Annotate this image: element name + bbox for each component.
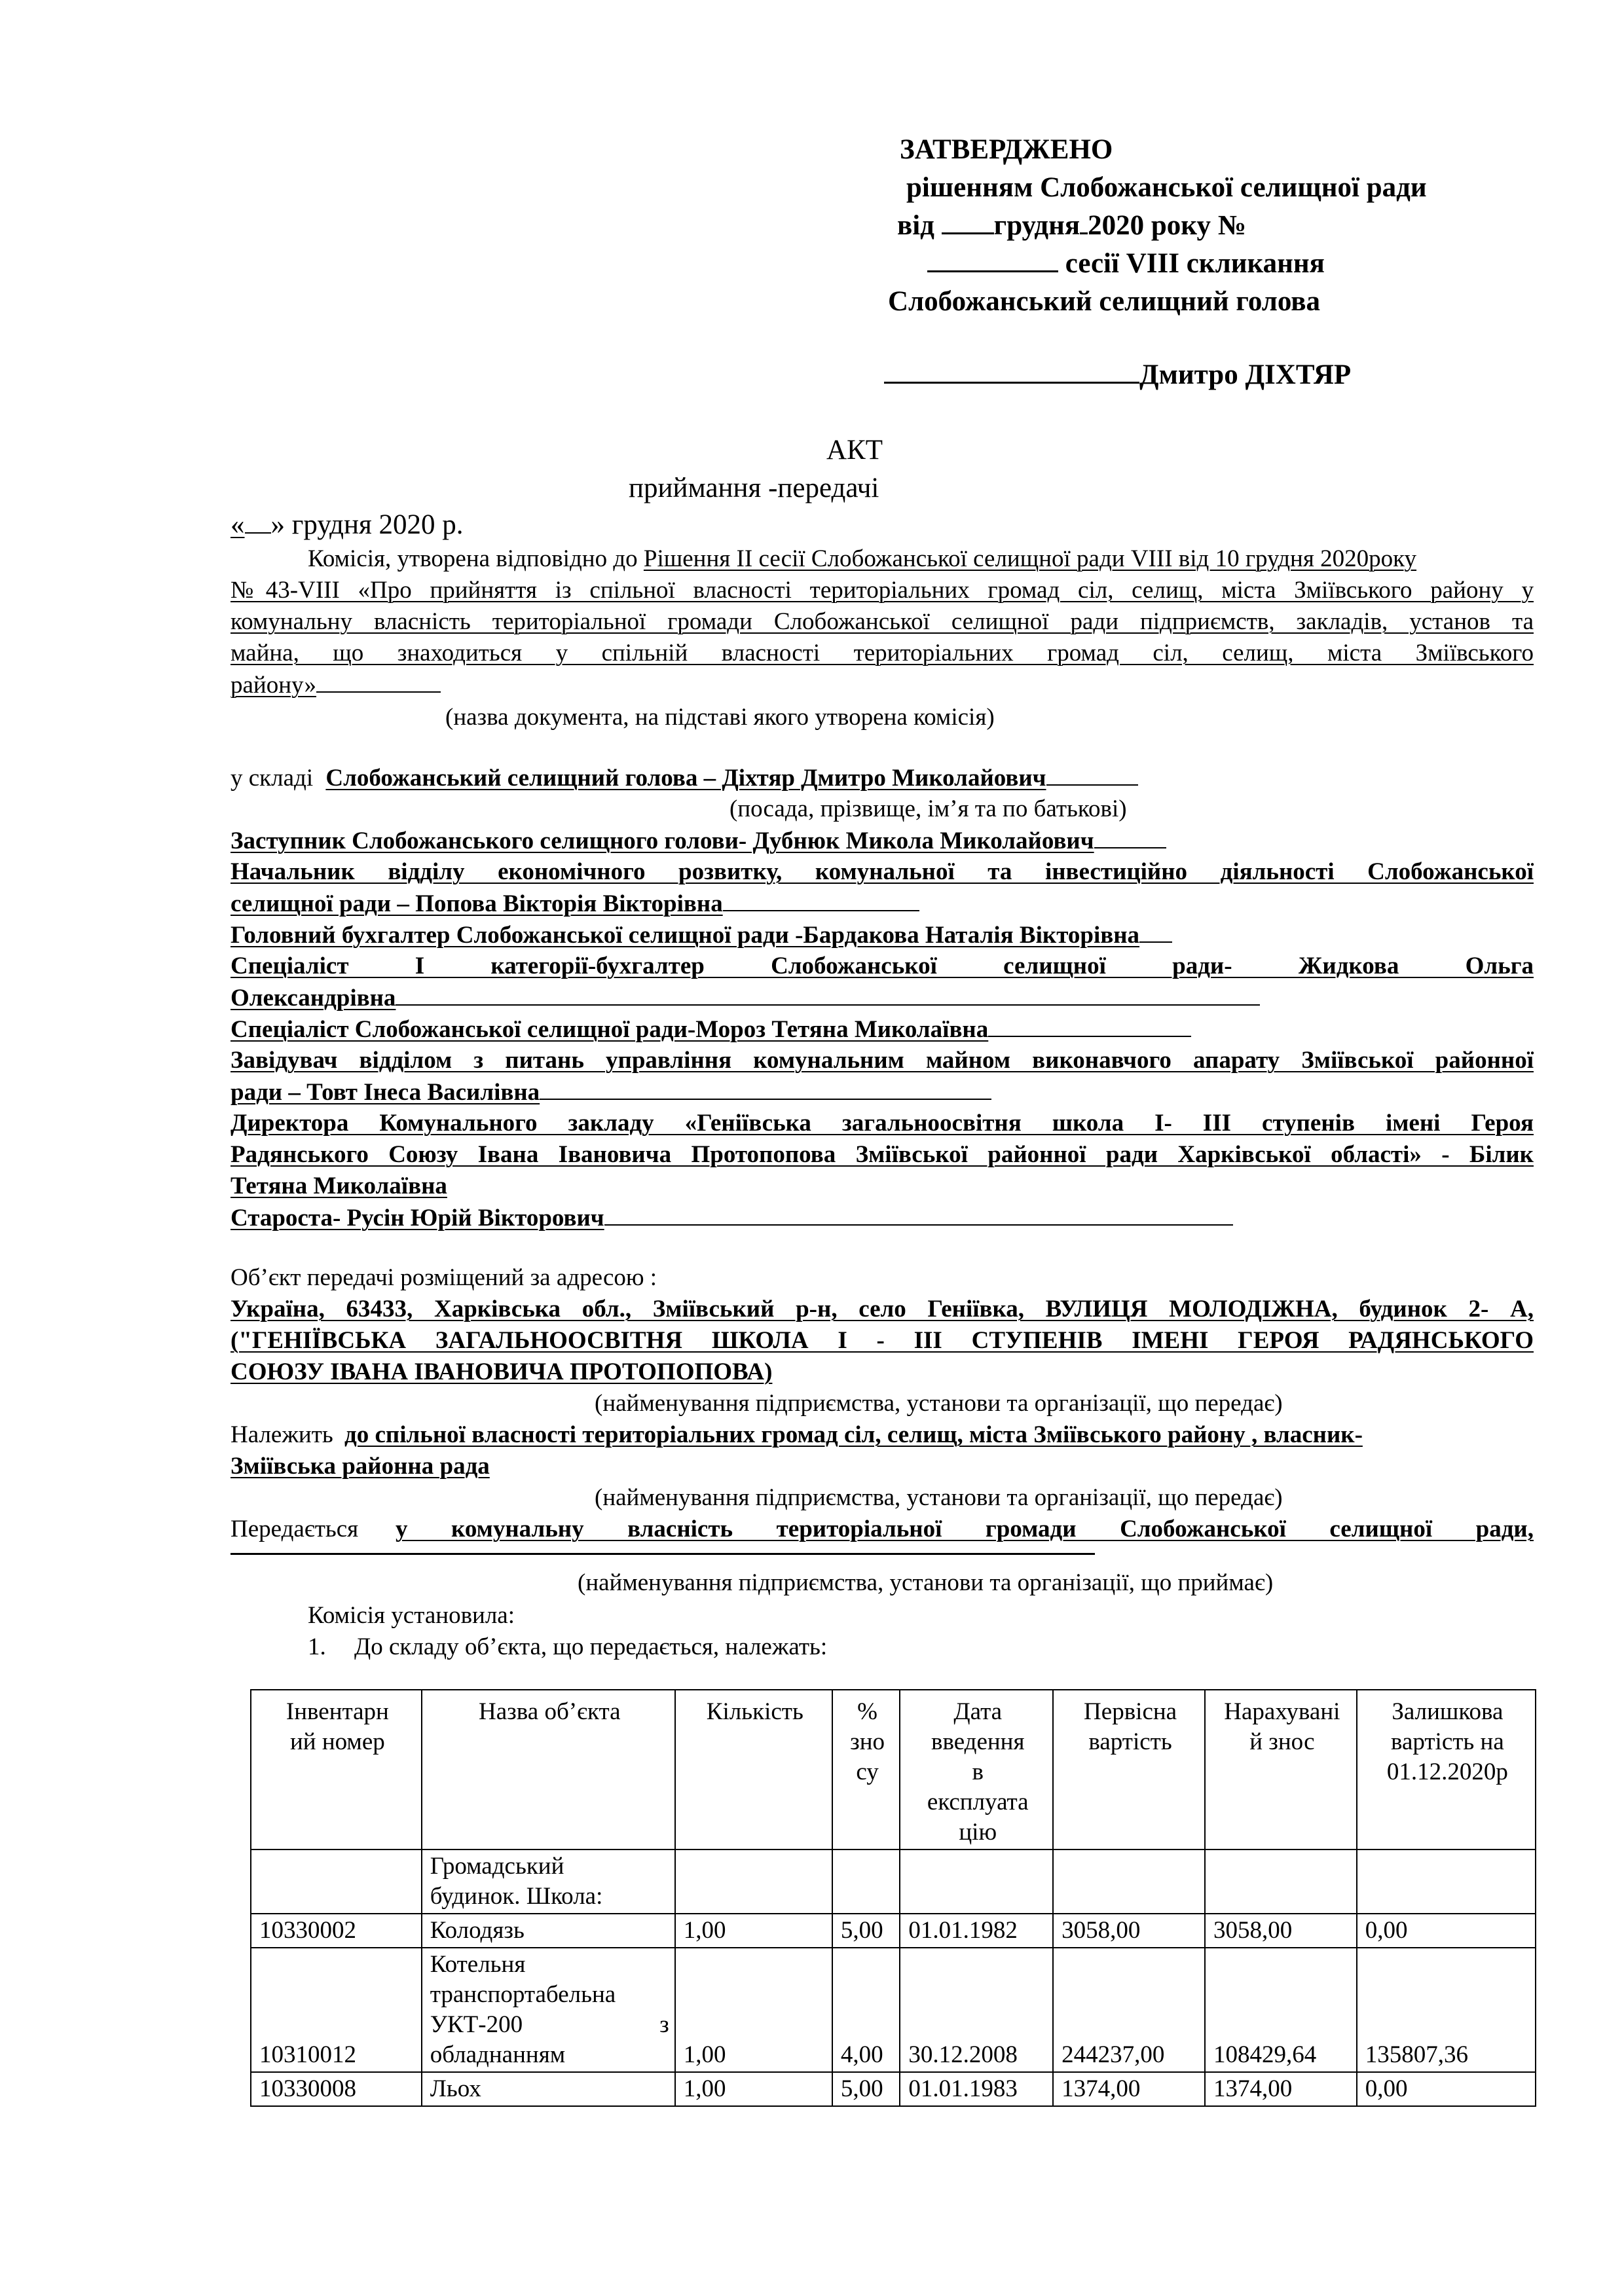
member-3 bbox=[231, 919, 1172, 951]
member-7-line-3: Тетяна Миколаївна bbox=[231, 1173, 447, 1199]
cell-object-name: Колодязь bbox=[422, 1914, 675, 1948]
approval-position: Слобожанський селищний голова bbox=[888, 286, 1321, 317]
composition-note: (посада, прізвище, ім’я та по батькові) bbox=[729, 795, 1127, 822]
cell-date: 30.12.2008 bbox=[900, 1948, 1053, 2072]
group-cell bbox=[1205, 1850, 1357, 1914]
member-4-blank bbox=[396, 982, 1260, 1006]
group-cell bbox=[675, 1850, 832, 1914]
act-date-rest: » грудня 2020 р. bbox=[270, 509, 464, 540]
composition-head: Слобожанський селищний голова – Діхтяр Дмитро Миколайович bbox=[325, 765, 1046, 792]
approval-date-line bbox=[897, 207, 1246, 245]
member-2-line-2 bbox=[231, 888, 919, 920]
approval-session-blank[interactable] bbox=[927, 248, 1058, 272]
basis-line-1 bbox=[308, 543, 1416, 575]
cell-initial-cost: 244237,00 bbox=[1053, 1948, 1205, 2072]
object-note-3: (найменування підприємства, установи та організації, що приймає) bbox=[578, 1569, 1274, 1596]
cell-residual-value: 0,00 bbox=[1357, 1914, 1536, 1948]
belongs-line-1 bbox=[231, 1419, 1534, 1451]
cell-accrued-depreciation: 1374,00 bbox=[1205, 2072, 1357, 2106]
member-6-name: ради – Товт Інеса Василівна bbox=[231, 1079, 540, 1106]
basis-line-5 bbox=[231, 669, 441, 701]
member-1-text: Заступник Слобожанського селищного голови- Дубнюк Микола Миколайович bbox=[231, 828, 1094, 854]
approval-day-blank[interactable] bbox=[942, 210, 994, 234]
composition-lead: у складі bbox=[231, 765, 314, 792]
cell-date: 01.01.1982 bbox=[900, 1914, 1053, 1948]
member-5-blank bbox=[988, 1013, 1191, 1037]
approval-session-line bbox=[927, 245, 1325, 283]
cell-residual-value: 135807,36 bbox=[1357, 1948, 1536, 2072]
table-row bbox=[251, 2072, 1536, 2106]
header-quantity: Кількість bbox=[675, 1690, 832, 1850]
header-residual-value: Залишкова вартість на 01.12.2020р bbox=[1357, 1690, 1536, 1850]
member-7-line-2: Радянського Союзу Івана Івановича Протопопова Зміївської районної ради Харківської області» - Білик bbox=[231, 1141, 1534, 1168]
basis-decision: Рішення ІІ сесії Слобожанської селищної ради VІІІ від 10 грудня 2020року bbox=[643, 545, 1417, 572]
member-2-name: селищної ради – Попова Вікторія Вікторівна bbox=[231, 890, 723, 917]
member-5-text: Спеціаліст Слобожанської селищної ради-Мороз Тетяна Миколаївна bbox=[231, 1016, 989, 1043]
object-address-1: Україна, 63433, Харківська обл., Зміївський р-н, село Геніївка, ВУЛИЦЯ МОЛОДІЖНА, будинок 2- А, bbox=[231, 1296, 1534, 1322]
object-address-3: СОЮЗУ ІВАНА ІВАНОВИЧА ПРОТОПОПОВА) bbox=[231, 1358, 773, 1385]
cell-inventory-number: 10330008 bbox=[251, 2072, 422, 2106]
act-title: АКТ bbox=[826, 435, 883, 465]
cell-accrued-depreciation: 3058,00 bbox=[1205, 1914, 1357, 1948]
member-4-line-2 bbox=[231, 982, 1260, 1014]
member-3-text: Головний бухгалтер Слобожанської селищної ради -Бардакова Наталія Вікторівна bbox=[231, 922, 1140, 949]
member-8-text: Староста- Русін Юрій Вікторович bbox=[231, 1205, 604, 1231]
inventory-table bbox=[250, 1689, 1536, 2107]
group-cell bbox=[1053, 1850, 1205, 1914]
header-inventory-number: Інвентарн ий номер bbox=[251, 1690, 422, 1850]
composition-head-line bbox=[231, 762, 1138, 794]
member-8 bbox=[231, 1202, 1233, 1234]
cell-object-name: Котельня транспортабельна УКТ-200 з обладнанням bbox=[422, 1948, 675, 2072]
transfer-blank-line bbox=[231, 1553, 1095, 1555]
group-cell bbox=[900, 1850, 1053, 1914]
member-4-line-1: Спеціаліст І категорії-бухгалтер Слобожанської селищної ради- Жидкова Ольга bbox=[231, 953, 1534, 979]
act-date-open: « bbox=[231, 509, 245, 540]
basis-lead: Комісія, утворена відповідно до bbox=[308, 545, 638, 572]
belongs-text: до спільної власності територіальних громад сіл, селищ, міста Зміївського району , власник- bbox=[344, 1421, 1363, 1448]
basis-line-4: майна, що знаходиться у спільній власності територіальних громад сіл, селищ, міста Зміївського bbox=[231, 640, 1534, 666]
approval-decision: рішенням Слобожанської селищної ради bbox=[906, 172, 1427, 203]
basis-end: району» bbox=[231, 672, 316, 699]
table-header-row bbox=[251, 1690, 1536, 1850]
findings-item-text: До складу об’єкта, що передається, належать: bbox=[354, 1633, 828, 1660]
findings-item-num: 1. bbox=[308, 1633, 326, 1660]
cell-residual-value: 0,00 bbox=[1357, 2072, 1536, 2106]
cell-depreciation-pct: 5,00 bbox=[832, 2072, 900, 2106]
header-object-name: Назва об’єкта bbox=[422, 1690, 675, 1850]
header-accrued-depreciation: Нарахувані й знос bbox=[1205, 1690, 1357, 1850]
approval-session: сесії VIII скликання bbox=[1065, 248, 1325, 279]
cell-depreciation-pct: 4,00 bbox=[832, 1948, 900, 2072]
basis-line-3: комунальну власність територіальної громади Слобожанської селищної ради підприємств, закладів, установ та bbox=[231, 608, 1534, 635]
cell-initial-cost: 1374,00 bbox=[1053, 2072, 1205, 2106]
member-1 bbox=[231, 825, 1166, 857]
header-initial-cost: Первісна вартість bbox=[1053, 1690, 1205, 1850]
approval-month: грудня bbox=[993, 210, 1080, 241]
cell-object-name: Льох bbox=[422, 2072, 675, 2106]
approval-signer: Дмитро ДІХТЯР bbox=[1139, 359, 1352, 390]
group-cell bbox=[1357, 1850, 1536, 1914]
member-2-line-1: Начальник відділу економічного розвитку, комунальної та інвестиційно діяльності Слобожанської bbox=[231, 858, 1534, 885]
transfer-text: у комунальну власність територіальної громади Слобожанської селищної ради, bbox=[396, 1516, 1534, 1542]
composition-head-blank bbox=[1046, 762, 1138, 786]
transfer-line-1 bbox=[231, 1514, 1534, 1545]
cell-inventory-number: 10330002 bbox=[251, 1914, 422, 1948]
approval-title: ЗАТВЕРДЖЕНО bbox=[900, 134, 1113, 165]
member-5 bbox=[231, 1013, 1191, 1046]
member-3-blank bbox=[1139, 919, 1172, 943]
transfer-lead: Передається bbox=[231, 1516, 359, 1542]
findings-lead: Комісія установила: bbox=[308, 1602, 515, 1629]
object-address-2: ("ГЕНІЇВСЬКА ЗАГАЛЬНООСВІТНЯ ШКОЛА І - ІІІ СТУПЕНІВ ІМЕНІ ГЕРОЯ РАДЯНСЬКОГО bbox=[231, 1327, 1534, 1354]
member-4-name: Олександрівна bbox=[231, 985, 396, 1011]
header-depreciation-pct: % зно су bbox=[832, 1690, 900, 1850]
approval-gap-blank bbox=[1080, 210, 1088, 234]
cell-depreciation-pct: 5,00 bbox=[832, 1914, 900, 1948]
header-commissioning-date: Дата введення в експлуата цію bbox=[900, 1690, 1053, 1850]
act-subtitle: приймання -передачі bbox=[629, 473, 879, 503]
approval-date-prefix: від bbox=[897, 210, 934, 241]
basis-note: (назва документа, на підставі якого утворена комісія) bbox=[445, 704, 995, 731]
group-label: Громадський будинок. Школа: bbox=[422, 1850, 675, 1914]
member-2-blank bbox=[723, 888, 919, 911]
cell-quantity: 1,00 bbox=[675, 1948, 832, 2072]
table-row bbox=[251, 1948, 1536, 2072]
findings-item-1 bbox=[308, 1631, 827, 1663]
cell-initial-cost: 3058,00 bbox=[1053, 1914, 1205, 1948]
basis-blank bbox=[316, 669, 441, 693]
member-7-line-1: Директора Комунального закладу «Геніївська загальноосвітня школа І- ІІІ ступенів імені Героя bbox=[231, 1110, 1534, 1137]
act-date bbox=[231, 507, 464, 543]
belongs-lead: Належить bbox=[231, 1421, 333, 1448]
object-note-2: (найменування підприємства, установи та організації, що передає) bbox=[595, 1484, 1283, 1511]
object-lead: Об’єкт передачі розміщений за адресою : bbox=[231, 1264, 657, 1291]
object-note-1: (найменування підприємства, установи та організації, що передає) bbox=[595, 1390, 1283, 1417]
cell-quantity: 1,00 bbox=[675, 1914, 832, 1948]
act-day-blank[interactable] bbox=[245, 510, 271, 534]
group-cell bbox=[832, 1850, 900, 1914]
approval-signature-line bbox=[884, 356, 1351, 394]
belongs-line-2: Зміївська районна рада bbox=[231, 1453, 490, 1480]
cell-date: 01.01.1983 bbox=[900, 2072, 1053, 2106]
cell-quantity: 1,00 bbox=[675, 2072, 832, 2106]
member-8-blank bbox=[604, 1202, 1233, 1226]
member-1-blank bbox=[1094, 825, 1166, 848]
member-6-line-2 bbox=[231, 1076, 991, 1108]
table-row bbox=[251, 1914, 1536, 1948]
table-group-row bbox=[251, 1850, 1536, 1914]
signature-blank[interactable] bbox=[884, 359, 1139, 384]
approval-year-no: 2020 року № bbox=[1088, 210, 1246, 241]
group-cell bbox=[251, 1850, 422, 1914]
basis-line-2: №43-VІІІ «Про прийняття із спільної власності територіальних громад сіл, селищ, міста Зміївського району у bbox=[231, 577, 1534, 604]
member-6-line-1: Завідувач відділом з питань управління комунальним майном виконавчого апарату Зміївської районної bbox=[231, 1047, 1534, 1074]
cell-inventory-number: 10310012 bbox=[251, 1948, 422, 2072]
cell-accrued-depreciation: 108429,64 bbox=[1205, 1948, 1357, 2072]
member-6-blank bbox=[540, 1076, 991, 1100]
